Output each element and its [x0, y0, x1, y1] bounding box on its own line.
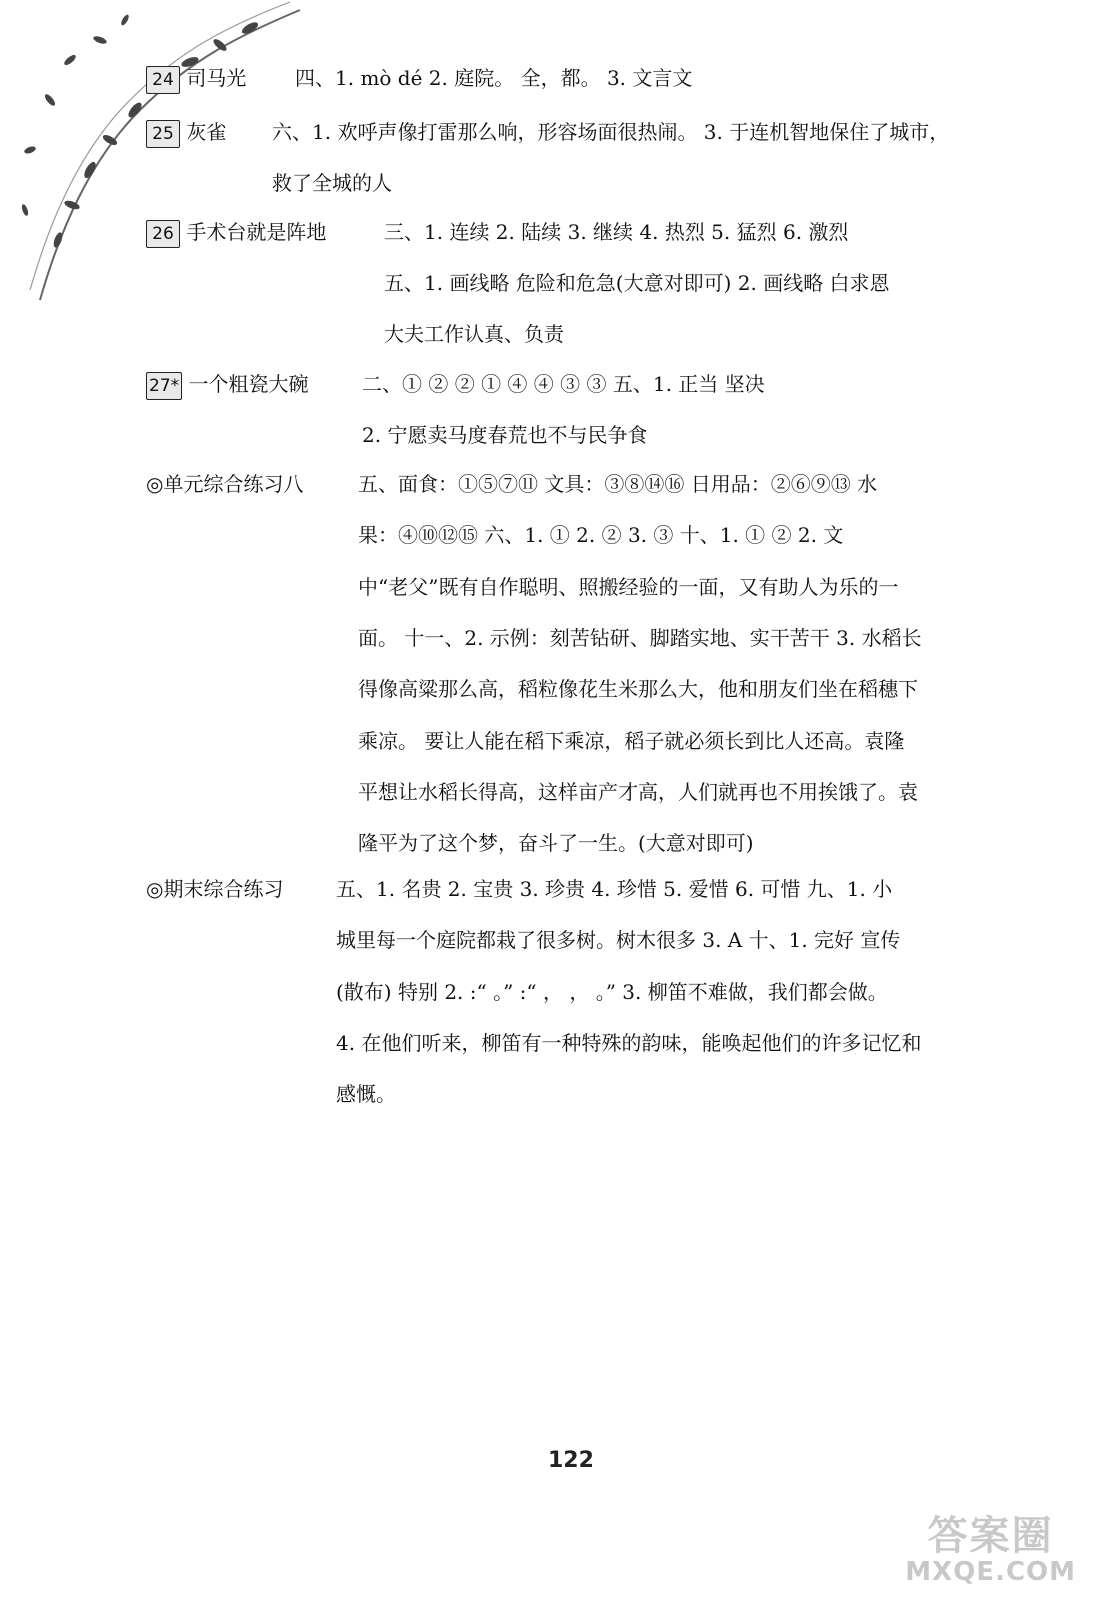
- entry-heading: [146, 875, 283, 903]
- entry-heading: [146, 118, 226, 148]
- answer-line: 隆平为了这个梦，奋斗了一生。(大意对即可): [358, 831, 754, 856]
- answer-line: 4. 在他们听来，柳笛有一种特殊的韵味，能唤起他们的许多记忆和: [336, 1030, 922, 1055]
- answer-line: 五、1. 画线略 危险和危急(大意对即可) 2. 画线略 白求恩: [384, 271, 890, 295]
- answer-line: 五、面食：①⑤⑦⑪ 文具：③⑧⑭⑯ 日用品：②⑥⑨⑬ 水: [358, 472, 878, 496]
- watermark-url: MXQE.COM: [905, 1557, 1076, 1587]
- answer-line: 得像高粱那么高，稻粒像花生米那么大，他和朋友们坐在稻穗下: [358, 677, 918, 702]
- answer-line: 乘凉。 要让人能在稻下乘凉，稻子就必须长到比人还高。袁隆: [358, 728, 905, 753]
- lesson-number-badge: 26: [146, 220, 180, 248]
- lesson-number-badge: 27*: [146, 372, 182, 400]
- answer-line: (散布) 特别 2. :“ 。” :“ ， ， 。” 3. 柳笛不难做，我们都会做。: [336, 979, 888, 1004]
- entry-heading: [146, 218, 326, 248]
- answer-line: 三、1. 连续 2. 陆续 3. 继续 4. 热烈 5. 猛烈 6. 激烈: [384, 220, 849, 244]
- lesson-title: 司马光: [186, 66, 247, 90]
- answer-line: 五、1. 名贵 2. 宝贵 3. 珍贵 4. 珍惜 5. 爱惜 6. 可惜 九、1. 小: [336, 877, 893, 901]
- answer-line: 面。 十一、2. 示例：刻苦钻研、脚踏实地、实干苦干 3. 水稻长: [358, 625, 922, 650]
- answer-line: 平想让水稻长得高，这样亩产才高，人们就再也不用挨饿了。袁: [358, 779, 918, 804]
- lesson-title: 灰雀: [186, 120, 227, 144]
- lesson-title: ◎期末综合练习: [146, 877, 284, 901]
- corner-branch-decoration: [0, 0, 310, 320]
- entry-heading: [146, 470, 303, 498]
- answer-line: 城里每一个庭院都栽了很多树。树木很多 3. A 十、1. 完好 宣传: [336, 928, 901, 953]
- watermark-title: 答案圈: [927, 1513, 1054, 1559]
- lesson-number-badge: 25: [146, 120, 180, 148]
- answer-line: 六、1. 欢呼声像打雷那么响，形容场面很热闹。 3. 于连机智地保住了城市，: [272, 120, 950, 144]
- answer-line: 四、1. mò dé 2. 庭院。 全，都。 3. 文言文: [295, 66, 693, 90]
- answer-line: 2. 宁愿卖马度春荒也不与民争食: [362, 423, 648, 447]
- answer-line: 大夫工作认真、负责: [384, 322, 564, 346]
- entry-heading: [146, 370, 309, 400]
- answer-line: 救了全城的人: [272, 171, 392, 195]
- lesson-title: ◎单元综合练习八: [146, 472, 304, 496]
- lesson-title: 一个粗瓷大碗: [188, 372, 309, 396]
- lesson-title: 手术台就是阵地: [186, 220, 327, 244]
- watermark: [905, 1514, 1076, 1586]
- page-number: 122: [548, 1448, 594, 1473]
- answer-line: 果：④⑩⑫⑮ 六、1. ① 2. ② 3. ③ 十、1. ① ② 2. 文: [358, 523, 844, 548]
- answer-line: 二、① ② ② ① ④ ④ ③ ③ 五、1. 正当 坚决: [362, 372, 765, 396]
- entry-heading: [146, 64, 246, 94]
- answer-line: 中“老父”既有自作聪明、照搬经验的一面，又有助人为乐的一: [358, 574, 899, 599]
- lesson-number-badge: 24: [146, 66, 180, 94]
- answer-line: 感慨。: [336, 1082, 396, 1107]
